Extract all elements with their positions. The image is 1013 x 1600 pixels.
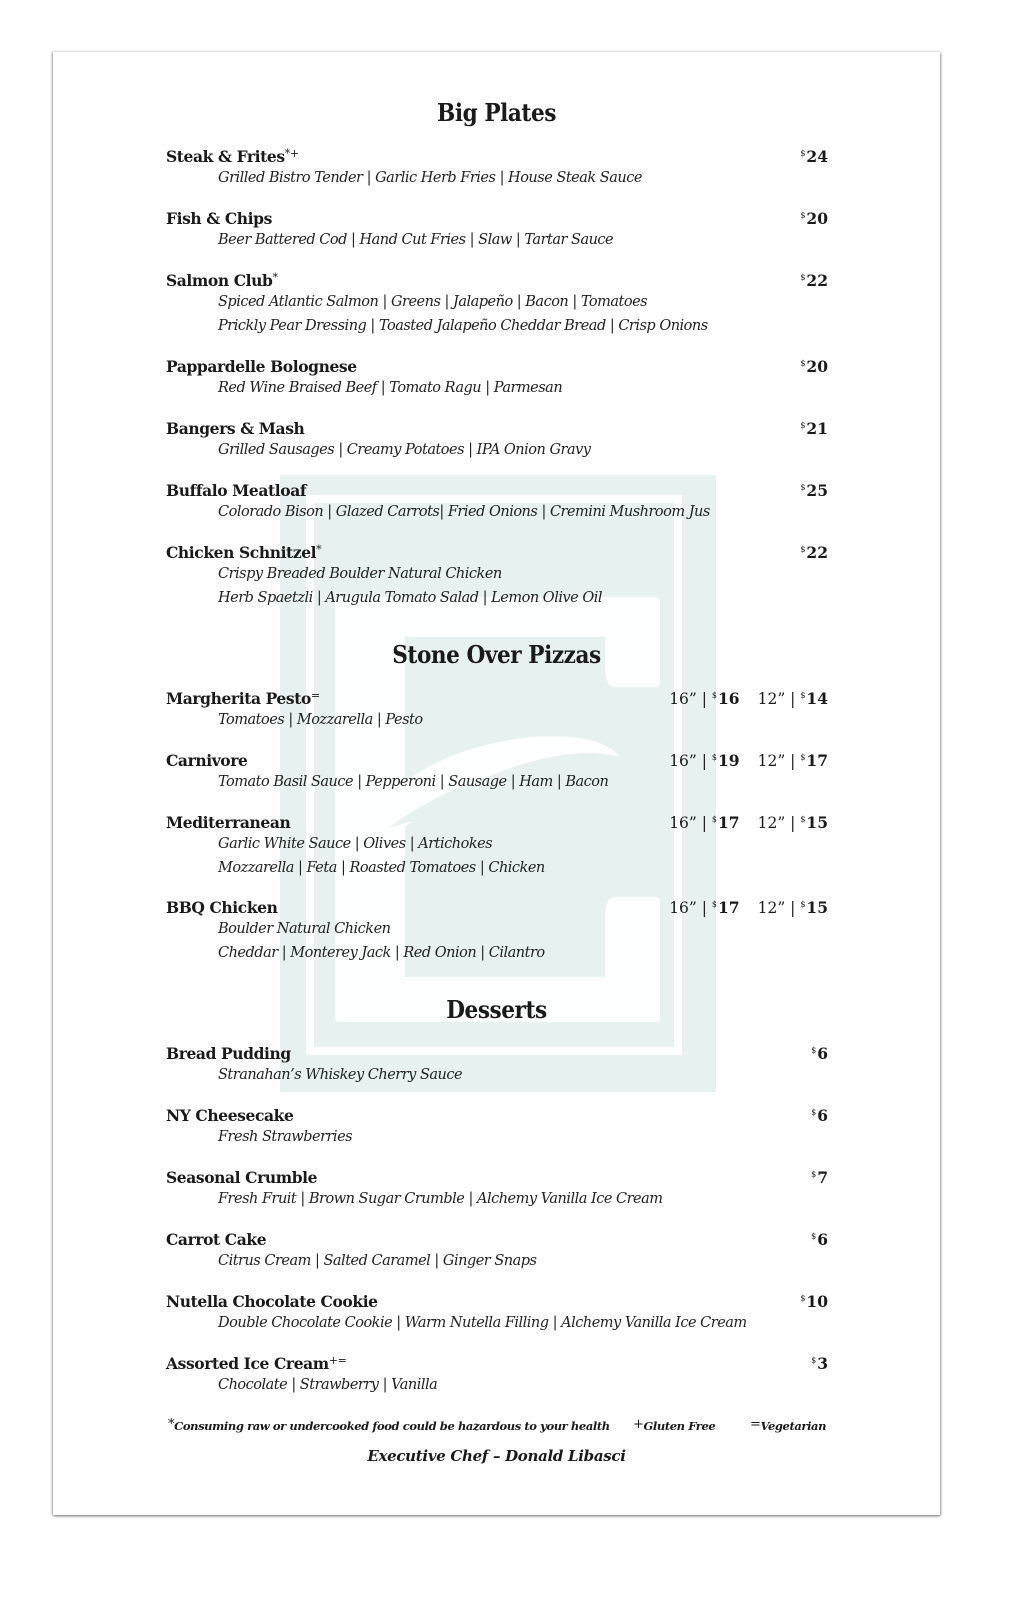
item-description: Herb Spaetzli | Arugula Tomato Salad | Lemon Olive Oil (218, 589, 603, 606)
item-description: Grilled Sausages | Creamy Potatoes | IPA Onion Gravy (218, 442, 591, 458)
section-title-pizzas: Stone Over Pizzas (392, 640, 601, 669)
price-large: 16” | $17 (669, 898, 740, 917)
item-price: $22 (800, 543, 828, 562)
menu-item (166, 478, 828, 525)
item-marks: * (316, 543, 322, 556)
item-name: Bread Pudding (166, 1044, 291, 1063)
menu-item (166, 144, 828, 191)
price-small: 12” | $14 (757, 689, 828, 708)
item-name: Margherita Pesto (166, 689, 311, 708)
item-description: Double Chocolate Cookie | Warm Nutella Filling | Alchemy Vanilla Ice Cream (218, 1315, 747, 1331)
item-name: Mediterranean (166, 813, 291, 832)
item-description: Fresh Strawberries (218, 1129, 353, 1145)
item-price: $24 (800, 147, 828, 166)
menu-item (166, 416, 828, 463)
item-price: $6 (811, 1106, 828, 1125)
menu-item (166, 810, 828, 880)
item-name: Assorted Ice Cream (166, 1354, 329, 1373)
menu-item (166, 206, 828, 253)
item-price: $7 (811, 1168, 828, 1187)
item-price: $10 (800, 1292, 828, 1311)
menu-item (166, 1041, 828, 1088)
item-price: $3 (811, 1354, 828, 1373)
item-marks: = (310, 689, 320, 702)
item-price: $21 (800, 419, 828, 438)
item-description: Tomatoes | Mozzarella | Pesto (218, 712, 423, 728)
item-description: Colorado Bison | Glazed Carrots| Fried Onions | Cremini Mushroom Jus (218, 504, 710, 520)
item-description: Grilled Bistro Tender | Garlic Herb Fries | House Steak Sauce (218, 170, 642, 186)
item-name: Chicken Schnitzel (166, 543, 317, 562)
item-description: Chocolate | Strawberry | Vanilla (218, 1377, 438, 1393)
item-price: $22 (800, 271, 828, 290)
footnote-gluten-free: +Gluten Free (633, 1417, 716, 1433)
menu-item (166, 268, 828, 338)
item-marks: *+ (284, 147, 299, 160)
item-name: Carrot Cake (166, 1230, 267, 1249)
menu-item (166, 1103, 828, 1150)
item-name: Bangers & Mash (166, 419, 305, 438)
section-title-big-plates: Big Plates (437, 98, 556, 127)
item-name: Nutella Chocolate Cookie (166, 1292, 378, 1311)
item-description: Red Wine Braised Beef | Tomato Ragu | Parmesan (218, 380, 563, 396)
section-title-desserts: Desserts (446, 995, 547, 1024)
item-price: $6 (811, 1044, 828, 1063)
item-name: Salmon Club (166, 271, 273, 290)
menu-content (53, 52, 940, 1515)
price-small: 12” | $17 (757, 751, 828, 770)
item-description: Fresh Fruit | Brown Sugar Crumble | Alchemy Vanilla Ice Cream (218, 1191, 663, 1207)
item-description: Spiced Atlantic Salmon | Greens | Jalapeño | Bacon | Tomatoes (218, 294, 648, 310)
item-name: Buffalo Meatloaf (166, 481, 307, 500)
item-price: $6 (811, 1230, 828, 1249)
pizza-prices (669, 748, 828, 771)
menu-item (166, 1351, 828, 1398)
menu-item (166, 540, 828, 610)
item-description: Prickly Pear Dressing | Toasted Jalapeño Cheddar Bread | Crisp Onions (218, 317, 708, 334)
item-name: Carnivore (166, 751, 248, 770)
menu-item (166, 748, 828, 795)
pizza-prices (669, 686, 828, 709)
item-name: Seasonal Crumble (166, 1168, 318, 1187)
item-price: $20 (800, 357, 828, 376)
footnote-vegetarian: =Vegetarian (750, 1417, 827, 1433)
item-marks: += (328, 1354, 347, 1367)
item-marks: * (272, 271, 278, 284)
menu-item (166, 1227, 828, 1274)
item-price: $20 (800, 209, 828, 228)
item-name: NY Cheesecake (166, 1106, 294, 1125)
item-description: Beer Battered Cod | Hand Cut Fries | Slaw | Tartar Sauce (218, 232, 614, 248)
price-small: 12” | $15 (757, 813, 828, 832)
item-description: Boulder Natural Chicken (218, 921, 391, 937)
menu-item (166, 895, 828, 965)
price-large: 16” | $19 (669, 751, 740, 770)
pizza-prices (669, 895, 828, 918)
price-small: 12” | $15 (757, 898, 828, 917)
price-large: 16” | $16 (669, 689, 740, 708)
item-name: BBQ Chicken (166, 898, 278, 917)
item-name: Fish & Chips (166, 209, 272, 228)
menu-page (53, 52, 940, 1515)
menu-item (166, 1165, 828, 1212)
item-name: Steak & Frites (166, 147, 285, 166)
item-description: Mozzarella | Feta | Roasted Tomatoes | Chicken (218, 859, 545, 876)
executive-chef: Executive Chef – Donald Libasci (367, 1447, 626, 1465)
pizza-prices (669, 810, 828, 833)
menu-item (166, 686, 828, 733)
item-description: Citrus Cream | Salted Caramel | Ginger Snaps (218, 1253, 537, 1269)
item-description: Garlic White Sauce | Olives | Artichokes (218, 836, 493, 852)
item-description: Cheddar | Monterey Jack | Red Onion | Cilantro (218, 944, 545, 961)
item-description: Crispy Breaded Boulder Natural Chicken (218, 566, 502, 582)
item-price: $25 (800, 481, 828, 500)
menu-item (166, 354, 828, 401)
menu-item (166, 1289, 828, 1336)
price-large: 16” | $17 (669, 813, 740, 832)
item-description: Tomato Basil Sauce | Pepperoni | Sausage | Ham | Bacon (218, 774, 609, 790)
item-description: Stranahan’s Whiskey Cherry Sauce (218, 1067, 463, 1083)
item-name: Pappardelle Bolognese (166, 357, 357, 376)
footnote-raw-food: *Consuming raw or undercooked food could be hazardous to your health (168, 1417, 610, 1433)
